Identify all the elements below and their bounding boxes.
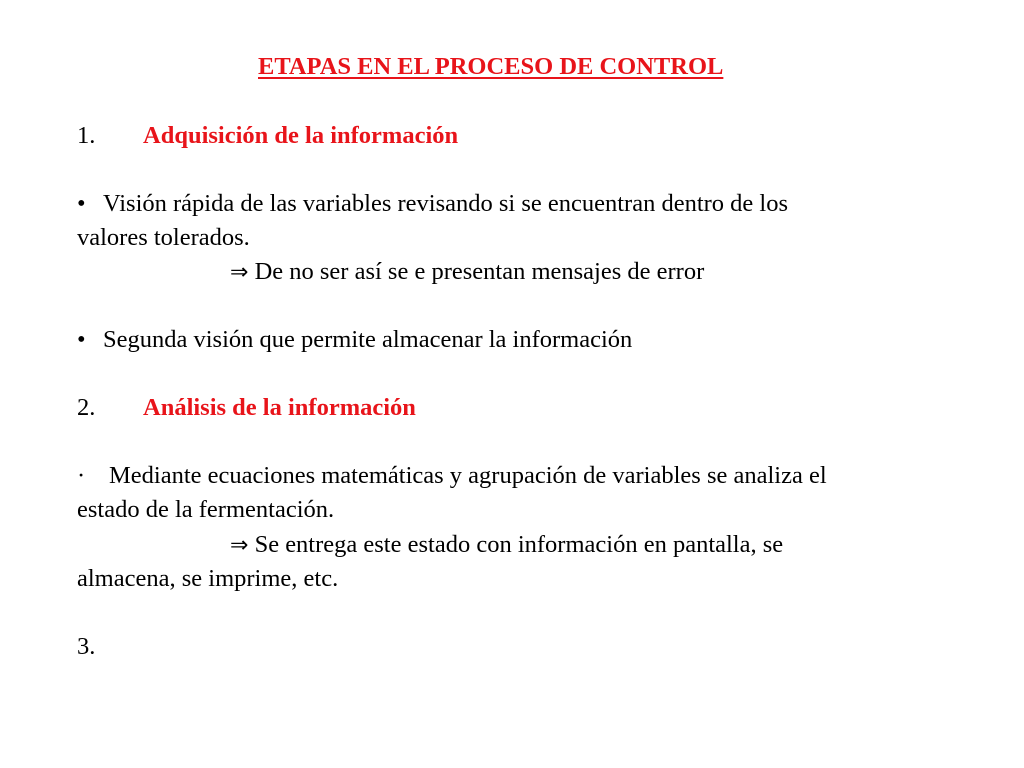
- section1-bullet1-line2: valores tolerados.: [77, 224, 250, 251]
- section2-implication-line1: [230, 530, 783, 561]
- section1-bullet2: [77, 325, 632, 355]
- slide-title: ETAPAS EN EL PROCESO DE CONTROL: [258, 53, 724, 80]
- section1-heading: Adquisición de la información: [143, 122, 459, 149]
- section1-implication: [230, 257, 704, 288]
- section1-bullet1-text: Visión rápida de las variables revisando si se encuentran dentro de los: [103, 190, 788, 217]
- section2-heading-row: [77, 393, 416, 423]
- section3-number: 3.: [77, 633, 96, 660]
- implies-arrow-icon: ⇒: [230, 260, 249, 285]
- section2-bullet-text: Mediante ecuaciones matemáticas y agrupación de variables se analiza el: [109, 462, 827, 489]
- bullet-marker: •: [77, 190, 86, 217]
- implies-arrow-icon: ⇒: [230, 533, 249, 558]
- section2-implication-text: Se entrega este estado con información en pantalla, se: [254, 531, 784, 558]
- section2-heading: Análisis de la información: [143, 394, 416, 421]
- section1-heading-row: [77, 121, 458, 151]
- bullet-marker: ·: [77, 462, 86, 489]
- section2-implication-line2: almacena, se imprime, etc.: [77, 565, 339, 592]
- section2-bullet-line1: [77, 461, 827, 491]
- bullet-marker: •: [77, 326, 86, 353]
- section1-bullet1-line1: [77, 189, 788, 219]
- section2-number: 2.: [77, 394, 96, 421]
- section2-bullet-line2: estado de la fermentación.: [77, 496, 335, 523]
- section1-implication-text: De no ser así se e presentan mensajes de error: [254, 258, 705, 285]
- section1-number: 1.: [77, 122, 96, 149]
- section1-bullet2-text: Segunda visión que permite almacenar la información: [103, 326, 633, 353]
